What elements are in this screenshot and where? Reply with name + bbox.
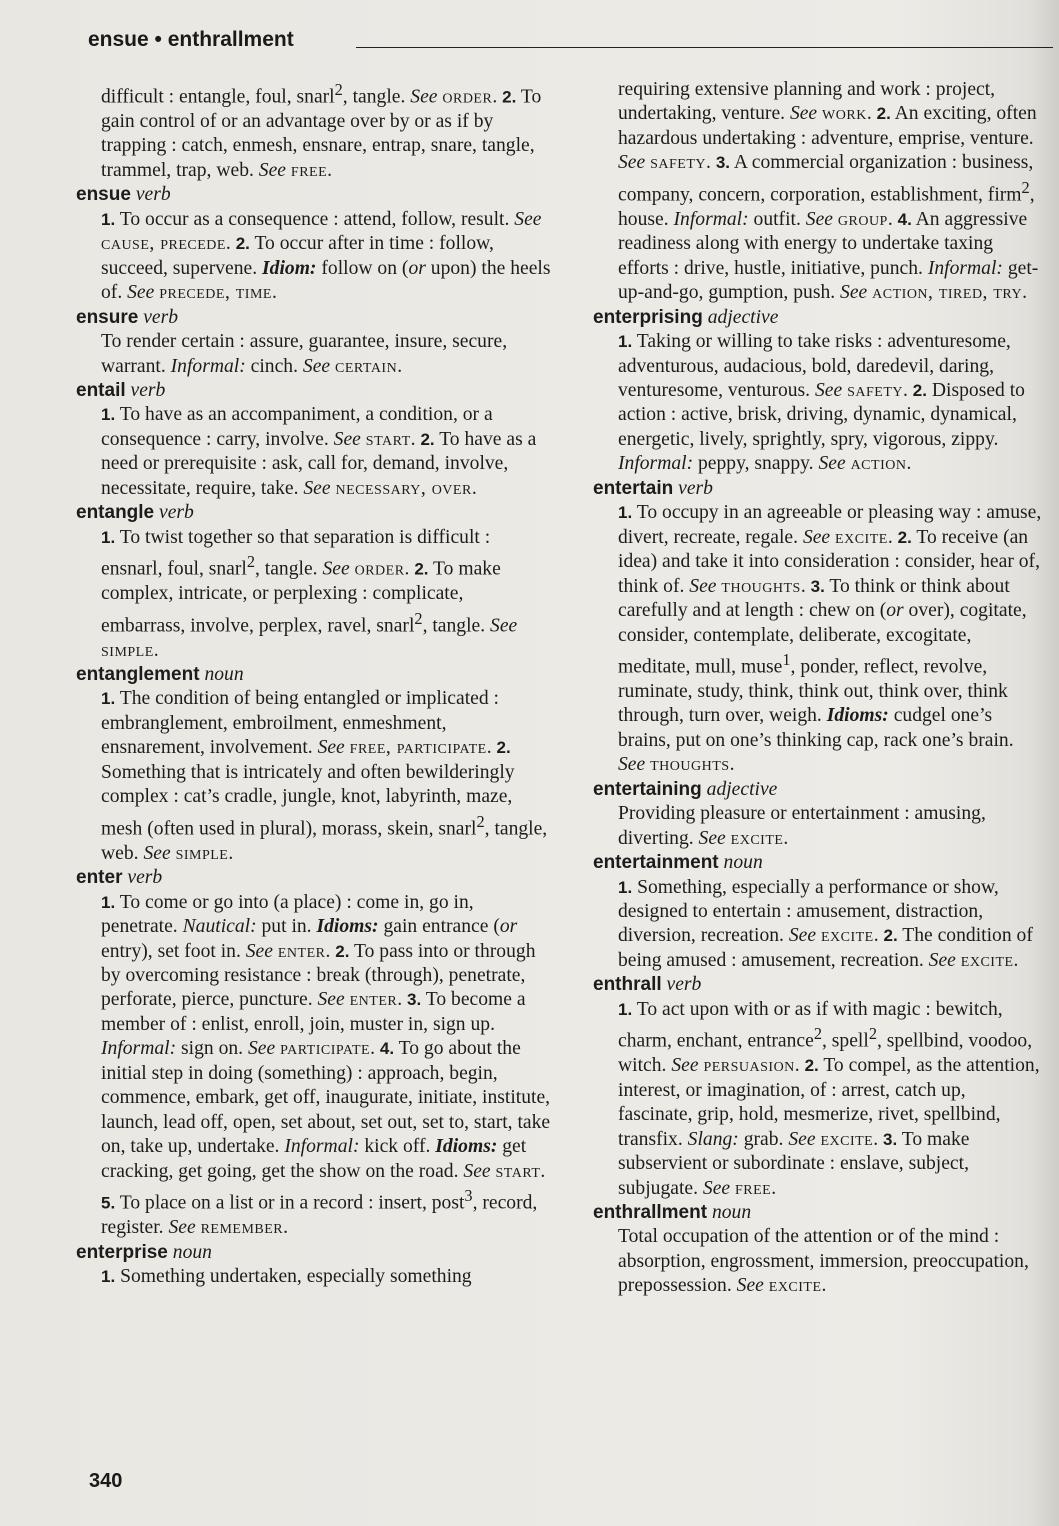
page-number: 340 bbox=[89, 1470, 123, 1492]
entry-headword-right-3: entertain verb bbox=[593, 477, 713, 499]
entry-headword-right-11: enthrallment noun bbox=[593, 1201, 752, 1223]
entry-headword-right-5: entertaining adjective bbox=[593, 778, 778, 800]
entry-headword-right-7: entertainment noun bbox=[593, 852, 763, 874]
header-rule bbox=[356, 47, 1053, 48]
entry-definition-left-8: 1. To twist together so that separation is difficult : ensnarl, foul, snarl$^2$, tangle. See order. 2. To make complex, intricate, or perplexing : complicate, embarrass, involve, perplex, ravel, snarl$^2$, tangle. See simple. bbox=[101, 526, 518, 661]
entry-definition-left-4: To render certain : assure, guarantee, insure, secure, warrant. Informal: cinch. See certain. bbox=[101, 331, 508, 377]
entry-headword-left-1: ensue verb bbox=[76, 184, 171, 206]
entry-headword-left-5: entail verb bbox=[76, 379, 166, 401]
entry-definition-left-6: 1. To have as an accompaniment, a condition, or a consequence : carry, involve. See start. 2. To have as a need or prerequisite : ask, call for, demand, involve, necessitate, require, take. See necessary, over. bbox=[101, 404, 537, 499]
entry-definition-right-2: 1. Taking or willing to take risks : adventuresome, adventurous, audacious, bold, daredevil, daring, venturesome, venturous. See safety. 2. Disposed to action : active, brisk, driving, dynamic, dynamical, energetic, lively, sprightly, spry, vigorous, zippy. Informal: peppy, snappy. See action. bbox=[618, 331, 1025, 475]
entry-headword-left-13: enterprise noun bbox=[76, 1241, 212, 1263]
entry-definition-right-12: Total occupation of the attention or of the mind : absorption, engrossment, immersion, preoccupation, prepossession. See excite. bbox=[618, 1226, 1029, 1297]
guide-words: ensue • enthrallment bbox=[88, 28, 294, 51]
entry-definition-left-0: difficult : entangle, foul, snarl$^2$, tangle. See order. 2. To gain control of or an advantage over by or as if by trapping : catch, enmesh, ensnare, entrap, snare, tangle, trammel, trap, web. See free. bbox=[101, 80, 542, 181]
entry-definition-right-10: 1. To act upon with or as if with magic : bewitch, charm, enchant, entrance$^2$, spell$^2$, spellbind, voodoo, witch. See persuasion. 2. To compel, as the attention, interest, or imagination, of : arrest, catch up, fascinate, grip, hold, mesmerize, rivet, spellbind, transfix. Slang: grab. See excite. 3. To make subservient or subordinate : enslave, subject, subjugate. See free. bbox=[618, 998, 1040, 1199]
running-header bbox=[88, 26, 1053, 60]
entry-definition-left-10: 1. The condition of being entangled or implicated : embranglement, embroilment, enmeshment, ensnarement, involvement. See free, participate. 2. Something that is intricately and often bewilderingly complex : cat’s cradle, jungle, knot, labyrinth, maze, mesh (often used in plural), morass, skein, snarl$^2$, tangle, web. See simple. bbox=[101, 688, 548, 864]
entry-headword-right-9: enthrall verb bbox=[593, 974, 702, 996]
left-column bbox=[76, 78, 552, 1289]
entry-headword-left-11: enter verb bbox=[76, 867, 163, 889]
entry-definition-left-12: 1. To come or go into (a place) : come in, go in, penetrate. Nautical: put in. Idioms: gain entrance (or entry), set foot in. See enter. 2. To pass into or through by overcoming resistance : break (through), penetrate, perforate, pierce, puncture. See enter. 3. To become a member of : enlist, enroll, join, muster in, sign up. Informal: sign on. See participate. 4. To go about the initial step in doing (something) : approach, begin, commence, embark, get off, inaugurate, initiate, institute, launch, lead off, open, set about, set out, set to, start, take on, take up, undertake. Informal: kick off. Idioms: get cracking, get going, get the show on the road. See start. 5. To place on a list or in a record : insert, post$^3$, record, register. See remember. bbox=[101, 891, 551, 1239]
entry-headword-left-3: ensure verb bbox=[76, 306, 179, 328]
entry-definition-right-6: Providing pleasure or entertainment : amusing, diverting. See excite. bbox=[618, 803, 986, 849]
entry-definition-left-14: 1. Something undertaken, especially something bbox=[101, 1265, 472, 1287]
right-column bbox=[593, 78, 1045, 1299]
entry-headword-left-7: entangle verb bbox=[76, 502, 194, 524]
entry-headword-right-1: enterprising adjective bbox=[593, 306, 779, 328]
entry-definition-right-8: 1. Something, especially a performance or show, designed to entertain : amusement, distraction, diversion, recreation. See excite. 2. The condition of being amused : amusement, recreation. See excite. bbox=[618, 876, 1033, 971]
entry-definition-right-0: requiring extensive planning and work : project, undertaking, venture. See work. 2. An exciting, often hazardous undertaking : adventure, emprise, venture. See safety. 3. A commercial organization : business, company, concern, corporation, establishment, firm$^2$, house. Informal: outfit. See group. 4. An aggressive readiness along with energy to undertake taxing efforts : drive, hustle, initiative, punch. Informal: get-up-and-go, gumption, push. See action, tired, try. bbox=[618, 79, 1039, 304]
entry-headword-left-9: entanglement noun bbox=[76, 664, 244, 686]
entry-definition-left-2: 1. To occur as a consequence : attend, follow, result. See cause, precede. 2. To occur after in time : follow, succeed, supervene. Idiom: follow on (or upon) the heels of. See precede, time. bbox=[101, 208, 551, 304]
entry-definition-right-4: 1. To occupy in an agreeable or pleasing way : amuse, divert, recreate, regale. See excite. 2. To receive (an idea) and take it into consideration : consider, hear of, think of. See thoughts. 3. To think or think about carefully and at length : chew on (or over), cogitate, consider, contemplate, deliberate, excogitate, meditate, mull, muse$^1$, ponder, reflect, revolve, ruminate, study, think, think out, think over, think through, turn over, weigh. Idioms: cudgel one’s brains, put on one’s thinking cap, rack one’s brain. See thoughts. bbox=[618, 502, 1042, 776]
